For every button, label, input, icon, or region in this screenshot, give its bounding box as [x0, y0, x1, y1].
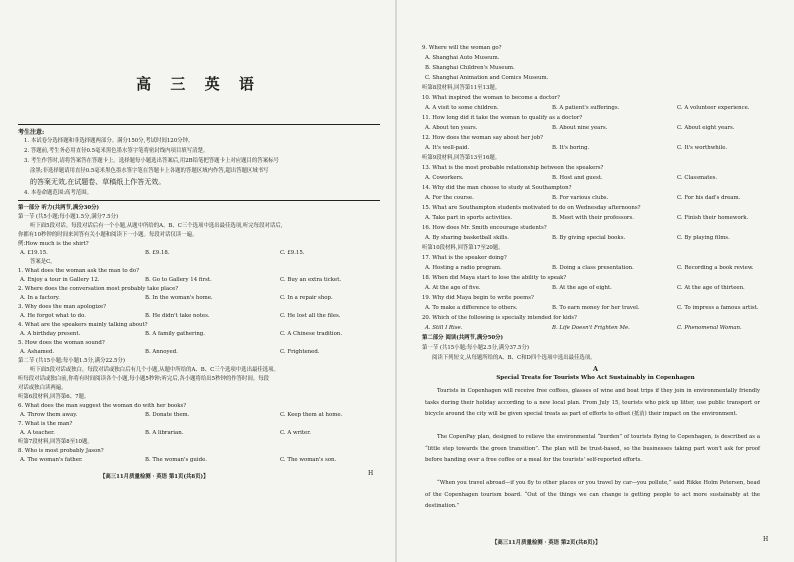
passage-title: Special Treats for Tourists Who Act Sustainably in Copenhagen: [496, 375, 695, 381]
option-b: B. By giving special books.: [552, 235, 626, 241]
option-a: A. Take part in sports activities.: [425, 215, 513, 221]
option-c: C. Phenomenal Woman.: [677, 325, 742, 331]
question: 14. Why did the man choose to study at Southampton?: [422, 185, 572, 191]
section2-header: 第二节 (共15小题;每小题1.5分,满分22.5分): [18, 358, 125, 364]
instruction-line: 阅读下列短文,从每题所给的A、B、C和D四个选项中选出最佳选项。: [432, 355, 596, 361]
passage-paragraph: The CopenPay plan, designed to relieve the environmental “burden” of tourists flying to Copenhagen, is described as a “little step towards the green transition”. The plan will be trust-based, so the businesses taking part won't ask for proof before handing over a free coffee or a meal for the tourists' self-reported efforts.: [425, 434, 760, 463]
option-a: A. Hosting a radio program.: [425, 265, 502, 271]
material-header: 听第10段材料,回答第17至20题。: [422, 245, 504, 251]
question: 8. Who is most probably Jason?: [18, 448, 104, 454]
option-b: B. A librarian.: [145, 430, 184, 436]
section1-header: 第一节 (共5小题;每小题1.5分,满分7.5分): [18, 214, 119, 220]
option-a: A. About ten years.: [425, 125, 478, 131]
option-c: C. A writer.: [280, 430, 311, 436]
notice-line: 4. 本卷命题范围:高考范围。: [24, 190, 92, 196]
question: 18. When did Maya start to lose the ability to speak?: [422, 275, 567, 281]
option-a: A. Throw them away.: [20, 412, 78, 418]
option-b: B. For various clubs.: [552, 195, 609, 201]
option-a: A. In a factory.: [20, 295, 60, 301]
question: 16. How does Mr. Smith encourage students?: [422, 225, 547, 231]
instruction-line: 对话或独白读两遍。: [18, 385, 67, 391]
option-a: A. Ashamed.: [20, 349, 55, 355]
question: 4. What are the speakers mainly talking about?: [18, 322, 148, 328]
option-b: B. In the woman's home.: [145, 295, 213, 301]
option-b: B. The woman's guide.: [145, 457, 207, 463]
option-c: C. Recording a book review.: [677, 265, 754, 271]
notice-line: 2. 答题前,考生务必用直径0.5毫米黑色墨水签字笔将密封线内项目填写清楚。: [24, 148, 209, 154]
option-a: A. The woman's father.: [20, 457, 83, 463]
question: 20. Which of the following is specially intended for kids?: [422, 315, 577, 321]
divider: [18, 124, 380, 125]
option-c: C. Finish their homework.: [677, 215, 749, 221]
option-c: C. In a repair shop.: [280, 295, 333, 301]
option-a: A. Still I Rise.: [425, 325, 463, 331]
option-b: B. A patient's sufferings.: [552, 105, 620, 111]
passage-paragraph: Tourists in Copenhagen will receive free coffees, glasses of wine and boat trips if they join in environmentally friendly tasks during their holiday according to a new local plan. From July 15, tourists who pick up litter, use public transport or bicycle around the city will be given special treats as part of efforts to offset (抵消) their impact on the environment.: [425, 388, 760, 417]
option-b: B. A family gathering.: [145, 331, 205, 337]
passage-paragraph: “When you travel abroad—if you fly to other places or you travel by car—you pollute,” said Rikke Holm Petersen, head of the Copenhagen tourism board. “Out of the things we can change is getting people to act more sustainably at the destination.”: [425, 480, 760, 509]
option-c: C. A Chinese tradition.: [280, 331, 343, 337]
option-b: B. Donate them.: [145, 412, 190, 418]
option-b: B. He didn't take notes.: [145, 313, 210, 319]
option-c: C. The woman's son.: [280, 457, 337, 463]
option-c: C. A volunteer experience.: [677, 105, 750, 111]
option-c: C. Shanghai Animation and Comics Museum.: [425, 75, 549, 81]
question: 5. How does the woman sound?: [18, 340, 105, 346]
passage-letter: A: [592, 365, 599, 373]
instruction-line: 听每段对话或独白前,你将有时间阅读各个小题,每小题5秒钟;听完后,各小题将给出5秒钟的作答时间。每段: [18, 376, 270, 382]
option-b: B. To earn money for her travel.: [552, 305, 640, 311]
option-c: C. Frightened.: [280, 349, 320, 355]
instruction-line: 听下面5段对话或独白。每段对话或独白后有几个小题,从题中所给的A、B、C三个选项中选出最佳选项。: [30, 367, 279, 373]
option-a: A. At the age of five.: [425, 285, 481, 291]
option-a: A. To make a difference to others.: [425, 305, 518, 311]
option-b: B. Doing a class presentation.: [552, 265, 634, 271]
material-header: 听第9段材料,回答第13至16题。: [422, 155, 501, 161]
question: 1. What does the woman ask the man to do?: [18, 268, 139, 274]
option-c: C. For his dad's dream.: [677, 195, 741, 201]
option-c: C. It's worthwhile.: [677, 145, 728, 151]
part2-section-header: 第一节 (共15小题;每小题2.5分,满分37.5分): [422, 345, 529, 351]
question: 17. What is the speaker doing?: [422, 255, 507, 261]
option-c: C. Keep them at home.: [280, 412, 343, 418]
option-a: A. He forgot what to do.: [20, 313, 86, 319]
option-a: A. A visit to some children.: [425, 105, 499, 111]
option-c: C. By playing films.: [677, 235, 730, 241]
notice-line: 1. 本试卷分选择题和非选择题两部分。满分150分,考试时间120分钟。: [24, 138, 194, 144]
option-b: B. At the age of eight.: [552, 285, 612, 291]
part2-header: 第二部分 阅读(共两节,满分50分): [422, 335, 504, 341]
question: 7. What is the man?: [18, 421, 73, 427]
page-footer: 【高三11月质量检测 · 英语 第2页(共8页)】: [492, 540, 601, 546]
option-b: B. Host and guest.: [552, 175, 603, 181]
option-c: C. At the age of thirteen.: [677, 285, 745, 291]
option-a: A. A teacher.: [20, 430, 55, 436]
option-a: A. Coworkers.: [425, 175, 464, 181]
notice-line: 3. 考生作答时,请将答案答在答题卡上。选择题每小题选出答案后,用2B铅笔把答题卡上对应题目的答案标号: [24, 158, 279, 164]
option-a: A. By sharing basketball skills.: [425, 235, 509, 241]
part1-header: 第一部分 听力(共两节,满分30分): [18, 205, 100, 211]
question: 3. Why does the man apologize?: [18, 304, 107, 310]
material-header: 听第7段材料,回答第8至10题。: [18, 439, 93, 445]
option-b: B. Shanghai Children's Museum.: [425, 65, 515, 71]
option-b: B. Annoyed.: [145, 349, 178, 355]
material-header: 听第8段材料,回答第11至13题。: [422, 85, 501, 91]
page-mark: H: [763, 536, 769, 543]
example-option-b: B. £9.18.: [145, 250, 170, 256]
page-mark: H: [368, 470, 374, 477]
example-option-a: A. £19.15.: [20, 250, 48, 256]
option-c: C. Classmates.: [677, 175, 718, 181]
question: 2. Where does the conversation most probably take place?: [18, 286, 179, 292]
option-a: A. A birthday present.: [20, 331, 81, 337]
example-question: 例:How much is the shirt?: [18, 241, 89, 247]
right-page: [397, 0, 794, 562]
question: 10. What inspired the woman to become a doctor?: [422, 95, 560, 101]
option-a: A. It's well-paid.: [425, 145, 470, 151]
option-a: A. Enjoy a tour in Gallery 12.: [20, 277, 100, 283]
instruction-line: 你都有10秒钟的时间来回答有关小题和阅读下一小题。每段对话仅读一遍。: [18, 232, 198, 238]
divider: [18, 200, 380, 201]
question: 11. How long did it take the woman to qualify as a doctor?: [422, 115, 583, 121]
question: 15. What are Southampton students motivated to do on Wednesday afternoons?: [422, 205, 641, 211]
question: 6. What does the man suggest the woman do with her books?: [18, 403, 187, 409]
option-c: C. To impress a famous artist.: [677, 305, 759, 311]
option-c: C. He lost all the files.: [280, 313, 341, 319]
option-b: B. About nine years.: [552, 125, 608, 131]
question: 13. What is the most probable relationship between the speakers?: [422, 165, 604, 171]
option-a: A. Shanghai Auto Museum.: [425, 55, 500, 61]
question: 12. How does the woman say about her job?: [422, 135, 544, 141]
option-b: B. Life Doesn't Frighten Me.: [552, 325, 630, 331]
example-answer: 答案是C。: [30, 259, 56, 265]
notice-title: 考生注意:: [18, 129, 45, 136]
option-b: B. Go to Gallery 14 first.: [145, 277, 212, 283]
option-b: B. Meet with their professors.: [552, 215, 634, 221]
option-b: B. It's boring.: [552, 145, 590, 151]
notice-line: 的答案无效,在试题卷、草稿纸上作答无效。: [30, 178, 166, 186]
question: 19. Why did Maya begin to write poems?: [422, 295, 534, 301]
notice-line: 涂黑;非选择题请用直径0.5毫米黑色墨水签字笔在答题卡上各题的答题区域内作答,超出答题区域书写: [30, 168, 269, 174]
page-footer: 【高三11月质量检测 · 英语 第1页(共8页)】: [100, 474, 209, 480]
exam-title: 高 三 英 语: [136, 75, 261, 93]
material-header: 听第6段材料,回答第6、7题。: [18, 394, 90, 400]
example-option-c: C. £9.15.: [280, 250, 305, 256]
instruction-line: 听下面5段对话。每段对话后有一个小题,从题中所给的A、B、C三个选项中选出最佳选项,听完每段对话后,: [30, 223, 283, 229]
option-c: C. About eight years.: [677, 125, 735, 131]
question: 9. Where will the woman go?: [422, 45, 502, 51]
option-c: C. Buy an extra ticket.: [280, 277, 342, 283]
option-a: A. For the course.: [425, 195, 474, 201]
